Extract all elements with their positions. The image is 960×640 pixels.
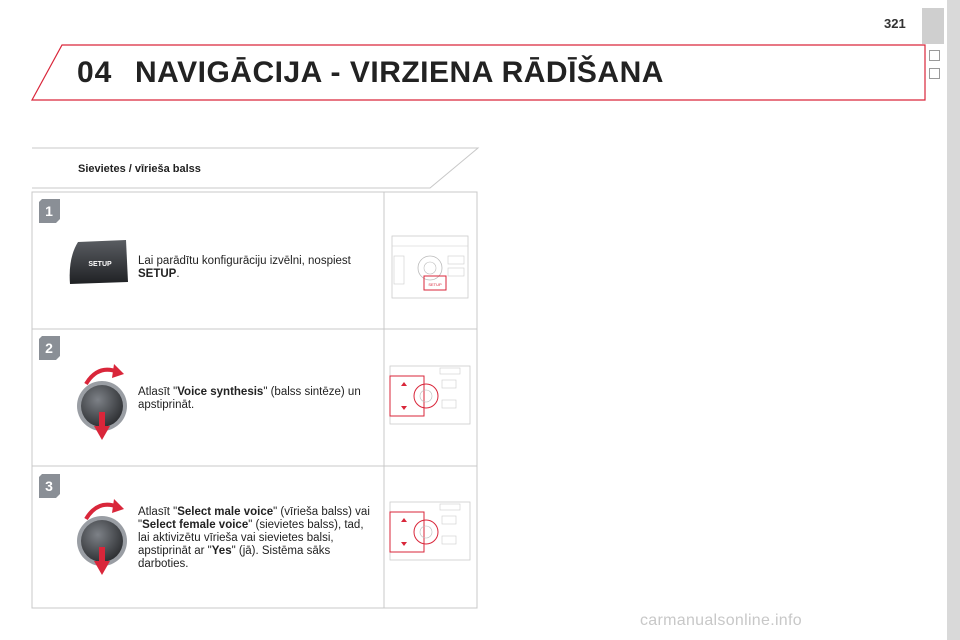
step-number: 2 xyxy=(45,340,53,356)
section-title: Sievietes / vīrieša balss xyxy=(78,163,201,175)
radio-panel-knob-icon xyxy=(388,364,472,426)
step-badge-2 xyxy=(38,335,62,361)
step-number: 1 xyxy=(45,203,53,219)
rotary-knob-icon xyxy=(72,495,134,577)
step-1-text: Lai parādītu konfigurāciju izvēlni, nospiest SETUP. xyxy=(138,255,351,280)
chapter-title: NAVIGĀCIJA - VIRZIENA RĀDĪŠANA xyxy=(135,56,664,89)
watermark: carmanualsonline.info xyxy=(640,612,802,629)
page-number: 321 xyxy=(884,16,906,31)
radio-panel-knob-icon xyxy=(388,500,472,562)
rotary-knob-icon xyxy=(72,360,134,442)
step-2-text: Atlasīt "Voice synthesis" (balss sintēze) un apstiprināt. xyxy=(138,386,361,411)
panel-setup-label: SETUP xyxy=(428,282,442,287)
radio-panel-setup-icon xyxy=(390,232,470,302)
step-number: 3 xyxy=(45,478,53,494)
chapter-number: 04 xyxy=(77,56,113,89)
setup-button-illustration xyxy=(66,238,130,286)
step-badge-1 xyxy=(38,198,62,224)
step-badge-3 xyxy=(38,473,62,499)
step-3-text: Atlasīt "Select male voice" (vīrieša balss) vai "Select female voice" (sievietes balss), tad, lai aktivizētu vīrieša vai sievietes balsi, apstiprināt ar "Yes" (jā). Sistēma sāks darboties. xyxy=(138,506,370,570)
setup-button-label: SETUP xyxy=(88,261,112,268)
